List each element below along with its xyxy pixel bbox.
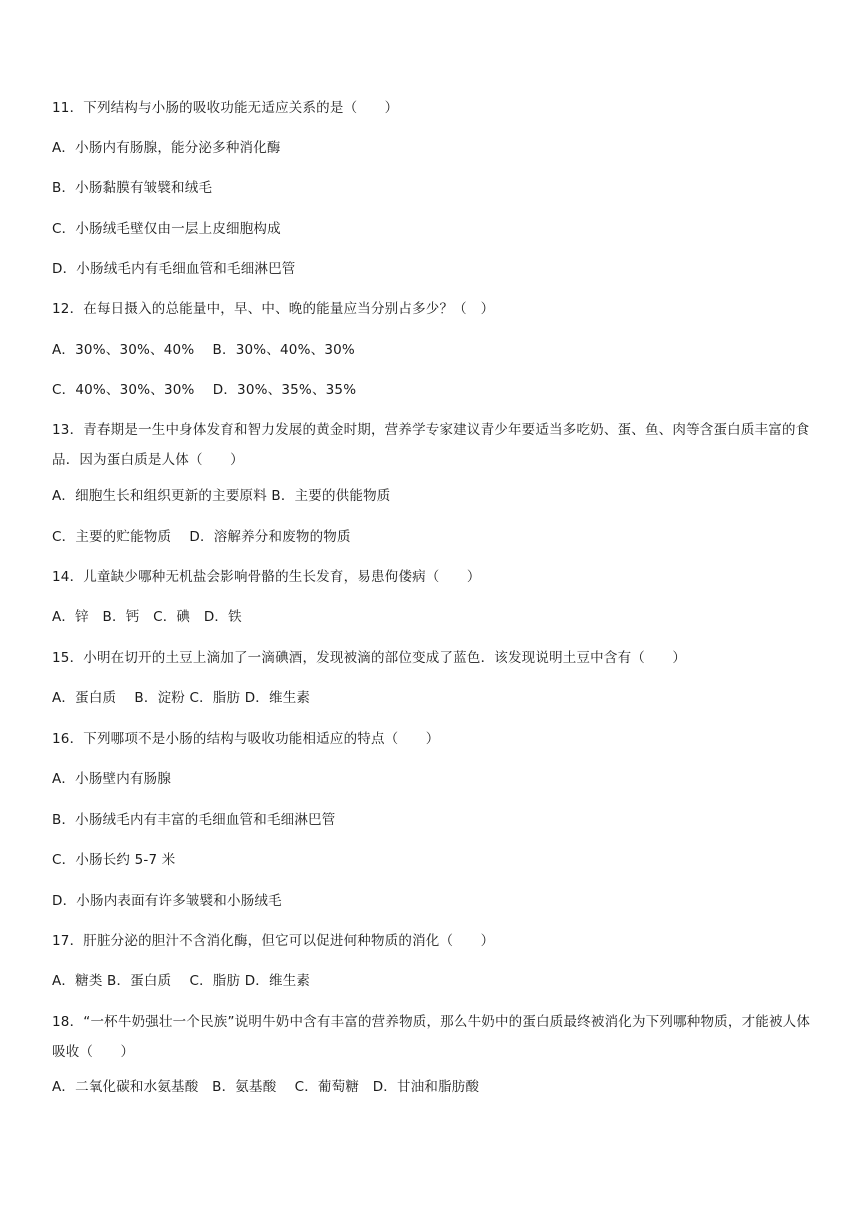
question-16-stem: 16．下列哪项不是小肠的结构与吸收功能相适应的特点（ ） — [52, 731, 440, 747]
question-16-option-b: B．小肠绒毛内有丰富的毛细血管和毛细淋巴管 — [52, 812, 336, 828]
question-11-stem: 11．下列结构与小肠的吸收功能无适应关系的是（ ） — [52, 100, 399, 116]
question-11-option-a: A．小肠内有肠腺，能分泌多种消化酶 — [52, 140, 281, 156]
question-16-option-a: A．小肠壁内有肠腺 — [52, 771, 172, 787]
question-15-stem: 15．小明在切开的土豆上滴加了一滴碘酒，发现被滴的部位变成了蓝色．该发现说明土豆中含有（ ） — [52, 650, 687, 666]
question-16-option-d: D．小肠内表面有许多皱襞和小肠绒毛 — [52, 893, 282, 909]
question-12-stem: 12．在每日摄入的总能量中，早、中、晚的能量应当分别占多少？（ ） — [52, 301, 495, 317]
question-11-option-d: D．小肠绒毛内有毛细血管和毛细淋巴管 — [52, 261, 296, 277]
question-15-options: A．蛋白质 B．淀粉 C．脂肪 D．维生素 — [52, 690, 311, 706]
question-13-options-cd: C．主要的贮能物质 D．溶解养分和废物的物质 — [52, 529, 351, 545]
question-11-option-b: B．小肠黏膜有皱襞和绒毛 — [52, 180, 213, 196]
question-11-option-c: C．小肠绒毛壁仅由一层上皮细胞构成 — [52, 221, 281, 237]
question-13-options-ab: A．细胞生长和组织更新的主要原料 B．主要的供能物质 — [52, 488, 391, 504]
question-12-options-ab: A．30%、30%、40% B．30%、40%、30% — [52, 342, 355, 358]
question-18-options: A．二氧化碳和水氨基酸 B．氨基酸 C．葡萄糖 D．甘油和脂肪酸 — [52, 1079, 480, 1095]
question-16-option-c: C．小肠长约 5-7 米 — [52, 852, 176, 868]
question-14-options: A．锌 B．钙 C．碘 D．铁 — [52, 609, 242, 625]
question-17-stem: 17．肝脏分泌的胆汁不含消化酶，但它可以促进何种物质的消化（ ） — [52, 933, 495, 949]
question-13-stem: 13．青春期是一生中身体发育和智力发展的黄金时期，营养学专家建议青少年要适当多吃奶、蛋、鱼、肉等含蛋白质丰富的食品．因为蛋白质是人体（ ） — [52, 422, 810, 468]
question-14-stem: 14．儿童缺少哪种无机盐会影响骨骼的生长发育，易患佝偻病（ ） — [52, 569, 481, 585]
question-17-options: A．糖类 B．蛋白质 C．脂肪 D．维生素 — [52, 973, 311, 989]
question-12-options-cd: C．40%、30%、30% D．30%、35%、35% — [52, 382, 357, 398]
question-18-stem: 18．“一杯牛奶强壮一个民族”说明牛奶中含有丰富的营养物质，那么牛奶中的蛋白质最终被消化为下列哪种物质，才能被人体吸收（ ） — [52, 1014, 811, 1060]
